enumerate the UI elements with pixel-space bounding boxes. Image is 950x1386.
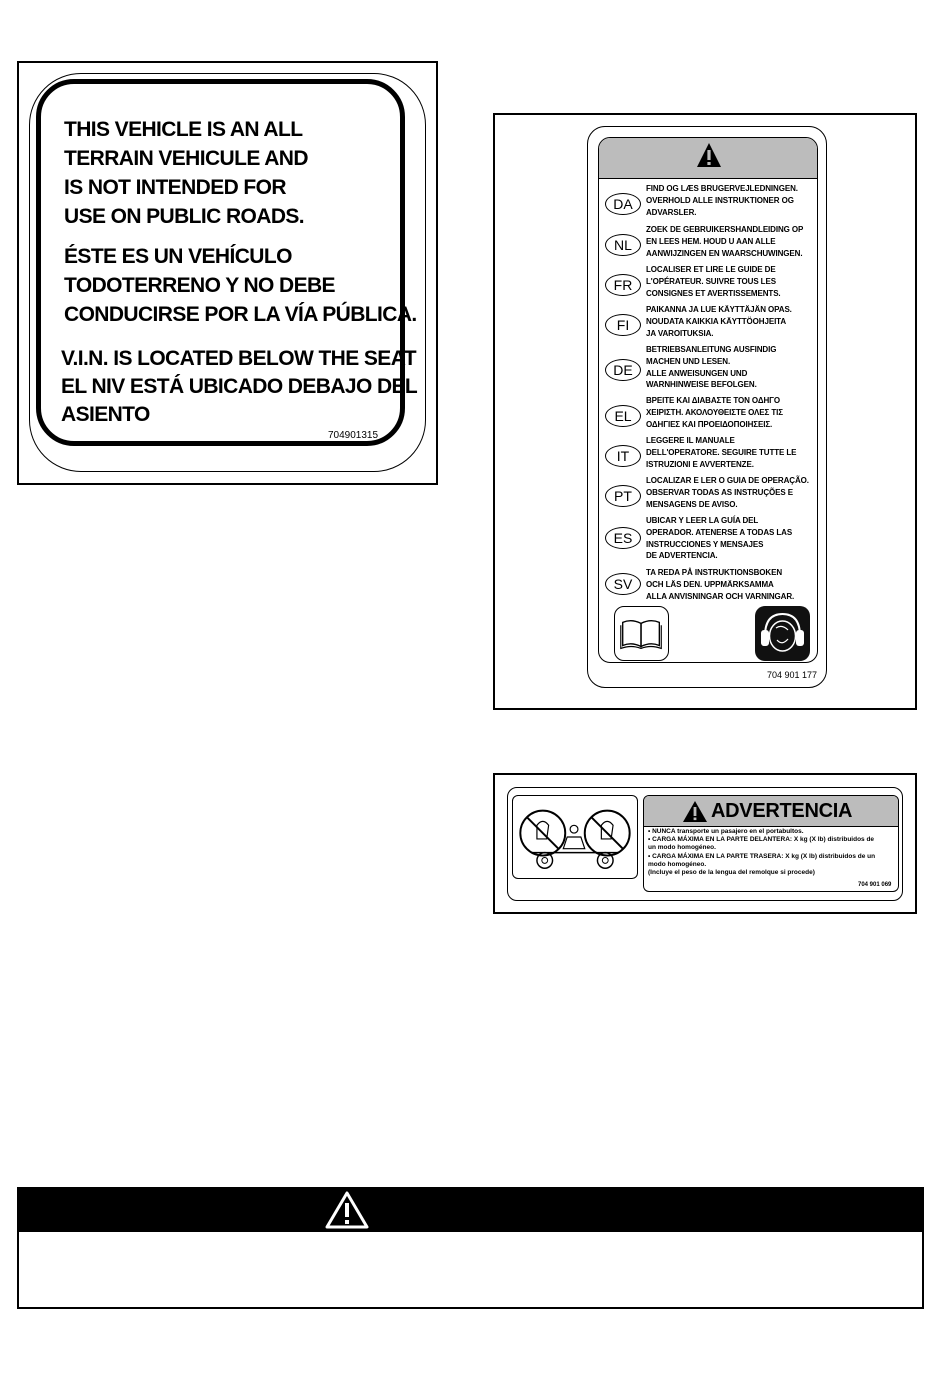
instruction-line: OCH LÄS DEN. UPPMÄRKSAMMA bbox=[646, 579, 774, 589]
advertencia-label bbox=[493, 773, 917, 914]
instruction-line: AANWIJZINGEN EN WAARSCHUWINGEN. bbox=[646, 248, 803, 258]
instruction-line: L'OPÉRATEUR. SUIVRE TOUS LES bbox=[646, 276, 776, 286]
language-code-badge: DA bbox=[605, 193, 641, 215]
instruction-line: MACHEN UND LESEN. bbox=[646, 356, 731, 366]
instruction-line: ΧΕΙΡΙΣΤΗ. ΑΚΟΛΟΥΘΕΙΣΤΕ ΟΛΕΣ ΤΙΣ bbox=[646, 407, 783, 417]
language-code-badge: ES bbox=[605, 527, 641, 549]
instruction-line: ALLA ANVISNINGAR OCH VARNINGAR. bbox=[646, 591, 795, 601]
warning-triangle-icon bbox=[325, 1191, 369, 1229]
advertencia-text bbox=[648, 828, 875, 877]
language-row-pt bbox=[605, 475, 825, 515]
vin-line: V.I.N. IS LOCATED BELOW THE SEAT bbox=[61, 347, 416, 370]
advertencia-line: modo homogéneo. bbox=[648, 860, 707, 868]
language-instructions bbox=[646, 344, 776, 391]
instruction-line: EN LEES HEM. HOUD U AAN ALLE bbox=[646, 236, 776, 246]
instruction-line: JA VAROITUKSIA. bbox=[646, 328, 714, 338]
instruction-line: WARNHINWEISE BEFOLGEN. bbox=[646, 380, 757, 390]
instruction-line: NOUDATA KAIKKIA KÄYTTÖOHJEITA bbox=[646, 316, 787, 326]
advertencia-line: un modo homogéneo. bbox=[648, 844, 716, 852]
language-code-badge: EL bbox=[605, 405, 641, 427]
language-row-it bbox=[605, 435, 825, 475]
advertencia-line: (Incluye el peso de la lengua del remolque si procede) bbox=[648, 869, 815, 877]
part-number: 704901315 bbox=[328, 430, 379, 441]
manual-label bbox=[493, 113, 917, 710]
english-notice bbox=[64, 115, 308, 231]
instruction-line: OPERADOR. ATENERSE A TODAS LAS bbox=[646, 527, 793, 537]
language-row-fi bbox=[605, 304, 825, 344]
language-code-badge: PT bbox=[605, 485, 641, 507]
language-instructions bbox=[646, 264, 781, 299]
language-code-badge: IT bbox=[605, 445, 641, 467]
language-row-es bbox=[605, 515, 825, 561]
instruction-line: OBSERVAR TODAS AS INSTRUÇÕES E bbox=[646, 487, 793, 497]
language-code-badge: SV bbox=[605, 573, 641, 595]
instruction-line: ΒΡΕΙΤΕ ΚΑΙ ΔΙΑΒΑΣΤΕ ΤΟΝ ΟΔΗΓΟ bbox=[646, 396, 781, 405]
hearing-protection-icon bbox=[755, 606, 810, 661]
warning-triangle-icon bbox=[682, 800, 708, 823]
advertencia-title: ADVERTENCIA bbox=[711, 800, 853, 822]
instruction-line: DE ADVERTENCIA. bbox=[646, 551, 718, 561]
instruction-line: LEGGERE IL MANUALE bbox=[646, 436, 735, 445]
language-row-nl bbox=[605, 224, 825, 264]
language-code-badge: DE bbox=[605, 359, 641, 381]
language-instructions bbox=[646, 567, 794, 602]
language-instructions bbox=[646, 395, 783, 430]
instruction-line: FIND OG LÆS BRUGERVEJLEDNINGEN. bbox=[646, 184, 798, 193]
instruction-line: INSTRUCCIONES Y MENSAJES bbox=[646, 539, 764, 549]
instruction-line: ΟΔΗΓΙΕΣ ΚΑΙ ΠΡΟΕΙΔΟΠΟΙΗΣΕΙΣ. bbox=[646, 419, 773, 429]
instruction-line: ADVARSLER. bbox=[646, 207, 697, 217]
vin-line: ASIENTO bbox=[61, 403, 150, 426]
instruction-line: CONSIGNES ET AVERTISSEMENTS. bbox=[646, 288, 781, 298]
language-code-badge: FI bbox=[605, 314, 641, 336]
instruction-line: ISTRUZIONI E AVVERTENZE. bbox=[646, 459, 754, 469]
english-line: TERRAIN VEHICULE AND bbox=[64, 147, 308, 170]
advertencia-line: • NUNCA transporte un pasajero en el portabultos. bbox=[648, 828, 804, 835]
spanish-line: ÉSTE ES UN VEHÍCULO bbox=[64, 245, 292, 268]
instruction-line: OVERHOLD ALLE INSTRUKTIONER OG bbox=[646, 195, 794, 205]
language-instructions bbox=[646, 475, 809, 510]
language-instructions bbox=[646, 435, 796, 470]
advertencia-header bbox=[644, 796, 898, 827]
advertencia-panel bbox=[643, 795, 899, 892]
vin-location-notice bbox=[61, 345, 417, 429]
part-number: 704 901 177 bbox=[767, 670, 818, 680]
instruction-line: ALLE ANWEISUNGEN UND bbox=[646, 368, 748, 378]
instruction-line: UBICAR Y LEER LA GUÍA DEL bbox=[646, 516, 759, 525]
instruction-line: PAIKANNA JA LUE KÄYTTÄJÄN OPAS. bbox=[646, 305, 792, 314]
language-code-badge: FR bbox=[605, 274, 641, 296]
instruction-line: DELL'OPERATORE. SEGUIRE TUTTE LE bbox=[646, 447, 797, 457]
label-header bbox=[599, 138, 817, 179]
spanish-line: CONDUCIRSE POR LA VÍA PÚBLICA. bbox=[64, 303, 417, 326]
advertencia-line: • CARGA MÁXIMA EN LA PARTE DELANTERA: X kg (X lb) distribuidos de bbox=[648, 836, 875, 844]
language-row-da bbox=[605, 183, 825, 223]
language-instructions bbox=[646, 183, 798, 218]
instruction-line: LOCALIZAR E LER O GUIA DE OPERAÇÃO. bbox=[646, 476, 809, 485]
warning-header-bar bbox=[19, 1189, 922, 1232]
language-row-sv bbox=[605, 567, 825, 607]
advertencia-line: • CARGA MÁXIMA EN LA PARTE TRASERA: X kg (X lb) distribuidos de un bbox=[648, 852, 876, 860]
vin-line: EL NIV ESTÁ UBICADO DEBAJO DEL bbox=[61, 375, 418, 398]
language-row-fr bbox=[605, 264, 825, 304]
instruction-line: TA REDA PÅ INSTRUKTIONSBOKEN bbox=[646, 568, 783, 577]
warning-triangle-icon bbox=[696, 142, 722, 168]
language-row-de bbox=[605, 344, 825, 390]
vehicle-notice-label bbox=[17, 61, 438, 485]
language-row-el bbox=[605, 395, 825, 435]
instruction-line: MENSAGENS DE AVISO. bbox=[646, 499, 738, 509]
language-instructions bbox=[646, 304, 792, 339]
warning-box bbox=[17, 1187, 924, 1309]
spanish-notice bbox=[64, 242, 417, 329]
language-instructions bbox=[646, 515, 792, 562]
english-line: USE ON PUBLIC ROADS. bbox=[64, 205, 305, 228]
book-icon bbox=[614, 606, 669, 661]
language-code-badge: NL bbox=[605, 234, 641, 256]
instruction-line: BETRIEBSANLEITUNG AUSFINDIG bbox=[646, 345, 777, 354]
english-line: THIS VEHICLE IS AN ALL bbox=[64, 118, 303, 141]
part-number: 704 901 069 bbox=[858, 882, 892, 888]
instruction-line: ZOEK DE GEBRUIKERSHANDLEIDING OP bbox=[646, 225, 804, 234]
no-passenger-on-rack-icon bbox=[512, 795, 638, 879]
language-instructions bbox=[646, 224, 803, 259]
instruction-line: LOCALISER ET LIRE LE GUIDE DE bbox=[646, 265, 776, 274]
spanish-line: TODOTERRENO Y NO DEBE bbox=[64, 274, 335, 297]
english-line: IS NOT INTENDED FOR bbox=[64, 176, 286, 199]
